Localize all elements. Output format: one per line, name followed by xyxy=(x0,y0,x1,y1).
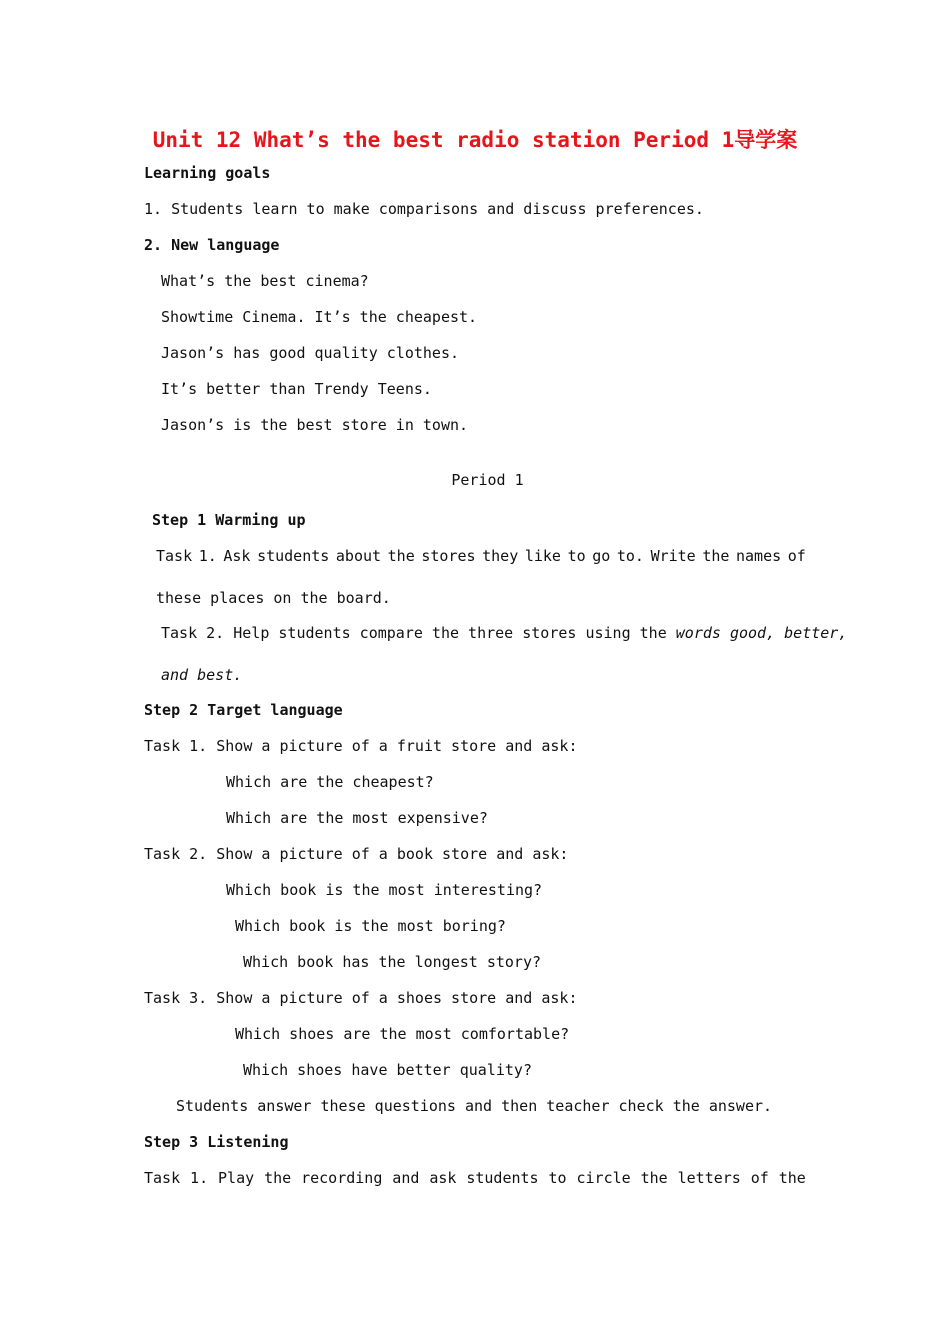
step2-task1: Task 1. Show a picture of a fruit store and ask: xyxy=(144,737,578,755)
language-line: Jason’s has good quality clothes. xyxy=(161,344,460,362)
step1-task2-line2: and best. xyxy=(161,666,243,684)
step1-task2-italic: words good, better, xyxy=(675,624,848,642)
step2-task2-question: Which book has the longest story? xyxy=(243,953,542,971)
step2-task1-question: Which are the cheapest? xyxy=(226,773,434,791)
step2-task2-question: Which book is the most interesting? xyxy=(226,881,543,899)
step2-task3: Task 3. Show a picture of a shoes store and ask: xyxy=(144,989,578,1007)
step2-task3-question: Which shoes are the most comfortable? xyxy=(235,1025,570,1043)
language-line: What’s the best cinema? xyxy=(161,272,369,290)
step1-task2-line1 xyxy=(161,623,847,643)
step2-task1-question: Which are the most expensive? xyxy=(226,809,488,827)
step2-closing: Students answer these questions and then teacher check the answer. xyxy=(176,1097,773,1115)
language-line: Jason’s is the best store in town. xyxy=(161,416,469,434)
language-line: It’s better than Trendy Teens. xyxy=(161,380,432,398)
step2-task2-question: Which book is the most boring? xyxy=(235,917,506,935)
step1-heading: Step 1 Warming up xyxy=(152,511,306,529)
step1-task2-plain: Task 2. Help students compare the three stores using the xyxy=(161,624,676,642)
document-title: Unit 12 What’s the best radio station Period 1导学案 xyxy=(152,128,798,152)
step1-task1-line2: these places on the board. xyxy=(156,589,391,607)
step1-task1-line1: Task 1. Ask students about the stores they like to go to. Write the names of xyxy=(156,547,806,565)
step2-task2: Task 2. Show a picture of a book store and ask: xyxy=(144,845,569,863)
step2-task3-question: Which shoes have better quality? xyxy=(243,1061,532,1079)
step3-task1-line1: Task 1. Play the recording and ask students to circle the letters of the xyxy=(144,1169,806,1187)
learning-goal-item-1: 1. Students learn to make comparisons and discuss preferences. xyxy=(144,200,704,218)
learning-goals-heading: Learning goals xyxy=(144,164,271,182)
language-line: Showtime Cinema. It’s the cheapest. xyxy=(161,308,478,326)
new-language-heading: 2. New language xyxy=(144,236,280,254)
period-heading: Period 1 xyxy=(451,471,524,489)
step3-heading: Step 3 Listening xyxy=(144,1133,289,1151)
step2-heading: Step 2 Target language xyxy=(144,701,343,719)
